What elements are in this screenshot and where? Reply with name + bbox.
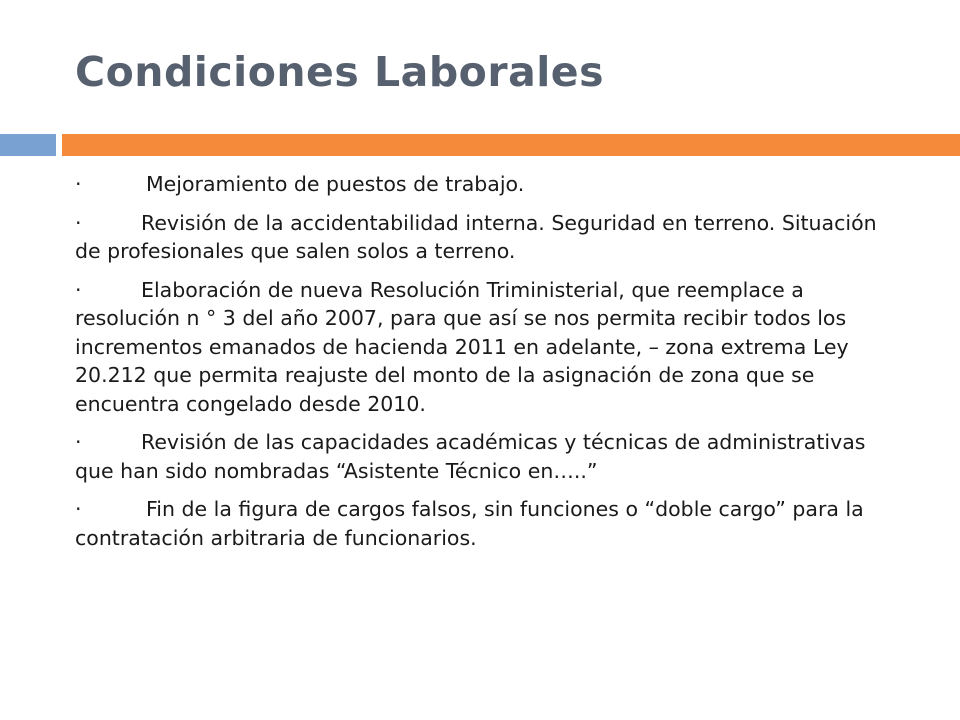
accent-bar-blue — [0, 134, 56, 156]
slide-title: Condiciones Laborales — [75, 48, 605, 96]
list-item — [75, 170, 905, 199]
list-item — [75, 428, 905, 485]
bullet-list — [75, 170, 905, 562]
list-item-text: Revisión de las capacidades académicas y técnicas de administrativas que han sido nombradas “Asistente Técnico en…..” — [75, 430, 866, 483]
bullet-marker: · — [75, 210, 82, 235]
list-item — [75, 495, 905, 552]
accent-bar-orange — [62, 134, 960, 156]
list-item — [75, 209, 905, 266]
list-item-text: Mejoramiento de puestos de trabajo. — [146, 172, 525, 196]
bullet-marker: · — [75, 497, 82, 521]
bullet-marker: · — [75, 277, 82, 302]
list-item-text: Revisión de la accidentabilidad interna. Seguridad en terreno. Situación de profesionales que salen solos a terreno. — [75, 210, 877, 263]
bullet-marker: · — [75, 172, 82, 196]
list-item-text: Elaboración de nueva Resolución Triministerial, que reemplace a resolución n ° 3 del año 2007, para que así se nos permita recibir todos los incrementos emanados de hacienda 2011 en adelante, – zona extrema Ley 20.212 que permita reajuste del monto de la asignación de zona que se encuentra congelado desde 2010. — [75, 277, 849, 416]
list-item — [75, 276, 905, 419]
bullet-marker: · — [75, 430, 82, 454]
list-item-text: Fin de la figura de cargos falsos, sin funciones o “doble cargo” para la contratación arbitraria de funcionarios. — [75, 497, 864, 550]
